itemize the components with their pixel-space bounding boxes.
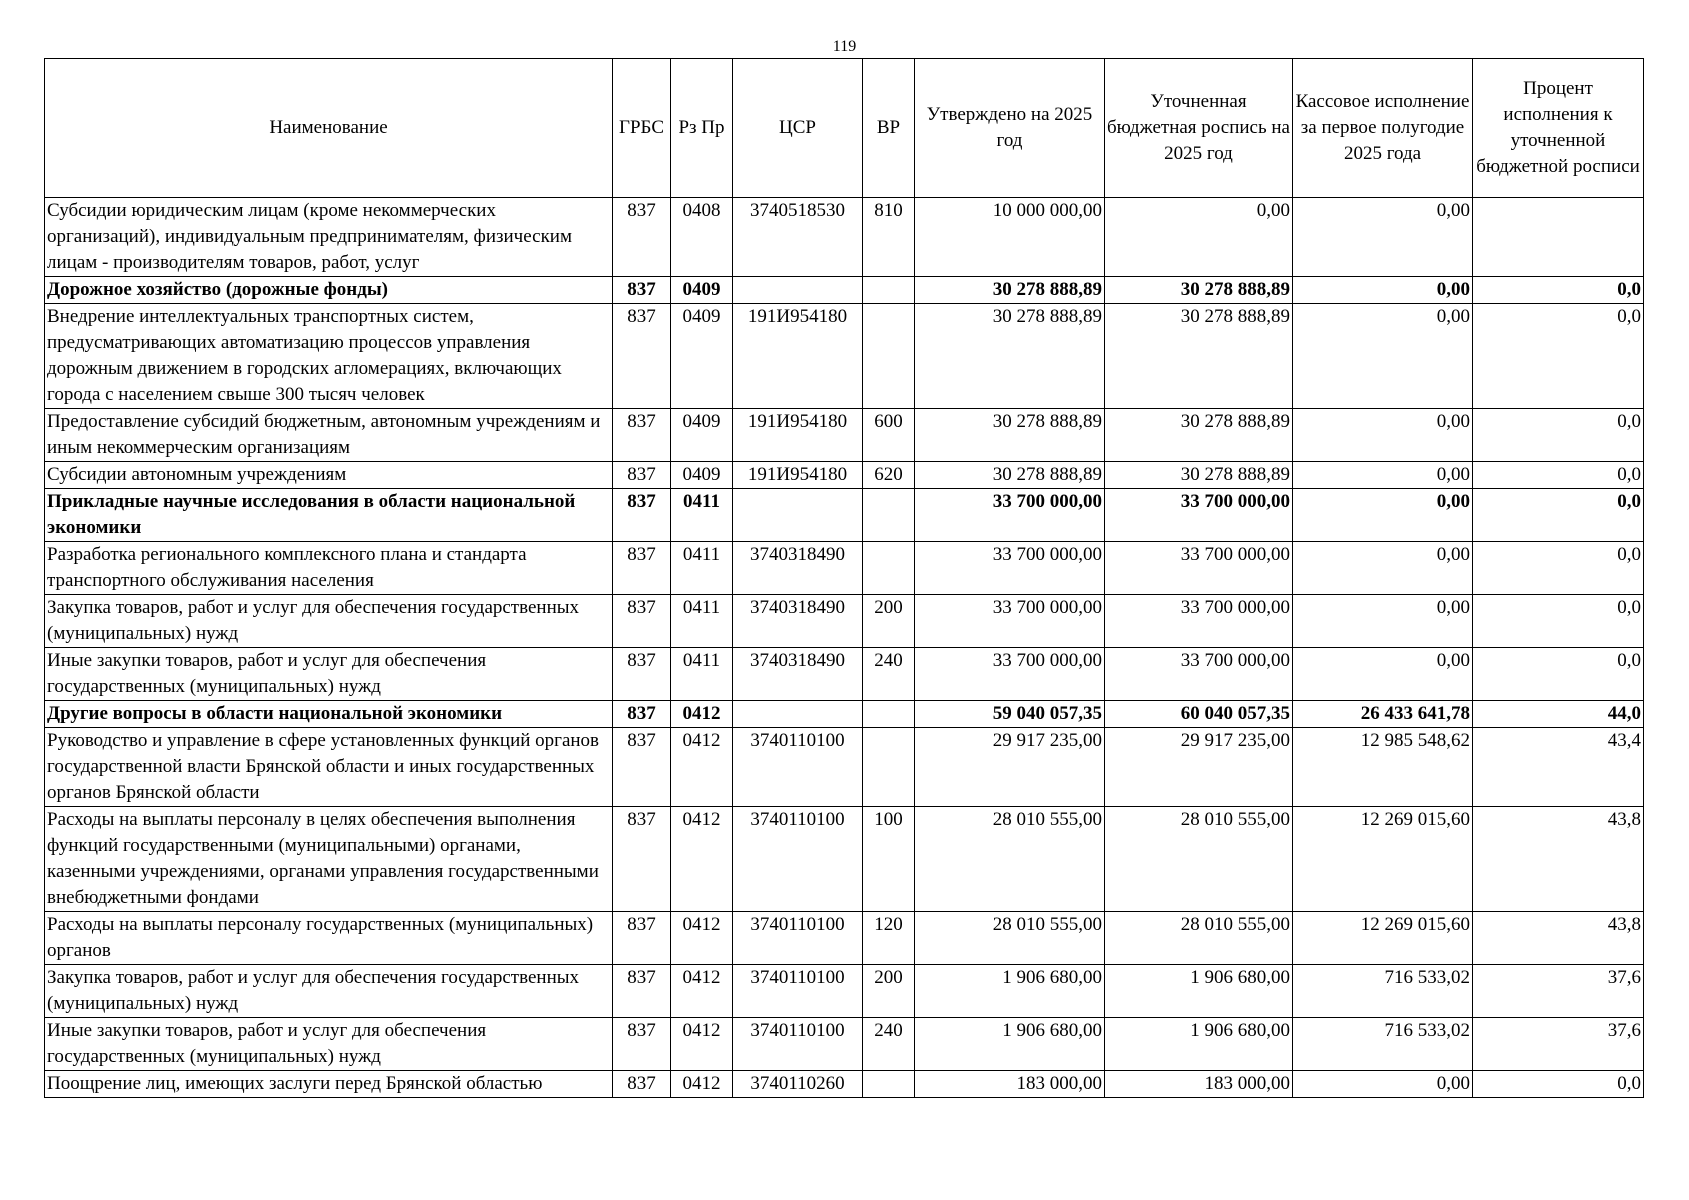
cell-rzpr: 0412 — [671, 701, 733, 728]
cell-cash: 0,00 — [1293, 304, 1473, 409]
column-header-csr: ЦСР — [733, 59, 863, 198]
cell-cash: 0,00 — [1293, 648, 1473, 701]
cell-rzpr: 0411 — [671, 489, 733, 542]
cell-approved: 33 700 000,00 — [915, 542, 1105, 595]
cell-rzpr: 0411 — [671, 648, 733, 701]
cell-vr — [863, 701, 915, 728]
cell-name: Закупка товаров, работ и услуг для обеспечения государственных (муниципальных) нужд — [45, 595, 613, 648]
cell-refined: 1 906 680,00 — [1105, 965, 1293, 1018]
cell-refined: 30 278 888,89 — [1105, 409, 1293, 462]
cell-name: Внедрение интеллектуальных транспортных систем, предусматривающих автоматизацию процессов управления дорожным движением в городских агломерациях, включающих города с населением свыше 300 тысяч человек — [45, 304, 613, 409]
table-row — [45, 648, 1644, 701]
table-row — [45, 304, 1644, 409]
cell-csr: 191И954180 — [733, 462, 863, 489]
cell-cash: 0,00 — [1293, 489, 1473, 542]
cell-grbs: 837 — [613, 1071, 671, 1098]
cell-grbs: 837 — [613, 489, 671, 542]
cell-csr: 3740318490 — [733, 542, 863, 595]
cell-rzpr: 0412 — [671, 1071, 733, 1098]
cell-csr: 3740318490 — [733, 648, 863, 701]
cell-rzpr: 0409 — [671, 409, 733, 462]
cell-name: Поощрение лиц, имеющих заслуги перед Брянской областью — [45, 1071, 613, 1098]
cell-percent: 43,8 — [1473, 912, 1644, 965]
column-header-percent: Процент исполнения к уточненной бюджетной росписи — [1473, 59, 1644, 198]
cell-grbs: 837 — [613, 728, 671, 807]
cell-refined: 30 278 888,89 — [1105, 462, 1293, 489]
cell-grbs: 837 — [613, 304, 671, 409]
cell-rzpr: 0412 — [671, 912, 733, 965]
cell-cash: 12 985 548,62 — [1293, 728, 1473, 807]
cell-name: Руководство и управление в сфере установленных функций органов государственной власти Брянской области и иных государственных органов Брянской области — [45, 728, 613, 807]
cell-percent: 37,6 — [1473, 1018, 1644, 1071]
column-header-cash: Кассовое исполнение за первое полугодие 2025 года — [1293, 59, 1473, 198]
cell-cash: 12 269 015,60 — [1293, 807, 1473, 912]
cell-percent — [1473, 198, 1644, 277]
cell-csr: 3740110100 — [733, 728, 863, 807]
cell-name: Разработка регионального комплексного плана и стандарта транспортного обслуживания населения — [45, 542, 613, 595]
cell-approved: 29 917 235,00 — [915, 728, 1105, 807]
table-row — [45, 595, 1644, 648]
cell-name: Субсидии юридическим лицам (кроме некоммерческих организаций), индивидуальным предпринимателям, физическим лицам - производителям товаров, работ, услуг — [45, 198, 613, 277]
cell-rzpr: 0409 — [671, 304, 733, 409]
cell-name: Субсидии автономным учреждениям — [45, 462, 613, 489]
cell-approved: 28 010 555,00 — [915, 807, 1105, 912]
cell-refined: 183 000,00 — [1105, 1071, 1293, 1098]
cell-csr: 3740110260 — [733, 1071, 863, 1098]
table-row — [45, 462, 1644, 489]
column-header-approved: Утверждено на 2025 год — [915, 59, 1105, 198]
cell-csr: 3740518530 — [733, 198, 863, 277]
table-row — [45, 542, 1644, 595]
table-row — [45, 701, 1644, 728]
cell-vr — [863, 489, 915, 542]
page-number: 119 — [832, 38, 857, 55]
budget-table — [44, 58, 1644, 1098]
cell-grbs: 837 — [613, 912, 671, 965]
cell-refined: 28 010 555,00 — [1105, 807, 1293, 912]
table-header-row — [45, 59, 1644, 198]
cell-rzpr: 0412 — [671, 965, 733, 1018]
cell-rzpr: 0411 — [671, 542, 733, 595]
table-row — [45, 409, 1644, 462]
table-row — [45, 1018, 1644, 1071]
cell-name: Дорожное хозяйство (дорожные фонды) — [45, 277, 613, 304]
cell-grbs: 837 — [613, 1018, 671, 1071]
cell-grbs: 837 — [613, 807, 671, 912]
cell-rzpr: 0412 — [671, 807, 733, 912]
cell-csr: 191И954180 — [733, 304, 863, 409]
cell-csr: 3740318490 — [733, 595, 863, 648]
cell-grbs: 837 — [613, 542, 671, 595]
cell-vr — [863, 277, 915, 304]
cell-percent: 0,0 — [1473, 542, 1644, 595]
cell-rzpr: 0408 — [671, 198, 733, 277]
column-header-refined: Уточненная бюджетная роспись на 2025 год — [1105, 59, 1293, 198]
cell-approved: 30 278 888,89 — [915, 277, 1105, 304]
cell-csr: 3740110100 — [733, 1018, 863, 1071]
cell-percent: 43,8 — [1473, 807, 1644, 912]
cell-grbs: 837 — [613, 965, 671, 1018]
cell-name: Другие вопросы в области национальной экономики — [45, 701, 613, 728]
cell-grbs: 837 — [613, 462, 671, 489]
cell-refined: 33 700 000,00 — [1105, 595, 1293, 648]
table-row — [45, 807, 1644, 912]
cell-vr — [863, 1071, 915, 1098]
column-header-grbs: ГРБС — [613, 59, 671, 198]
cell-grbs: 837 — [613, 595, 671, 648]
cell-refined: 33 700 000,00 — [1105, 542, 1293, 595]
cell-grbs: 837 — [613, 409, 671, 462]
column-header-vr: ВР — [863, 59, 915, 198]
cell-percent: 0,0 — [1473, 304, 1644, 409]
cell-refined: 33 700 000,00 — [1105, 489, 1293, 542]
cell-approved: 59 040 057,35 — [915, 701, 1105, 728]
cell-cash: 0,00 — [1293, 542, 1473, 595]
cell-cash: 0,00 — [1293, 462, 1473, 489]
cell-refined: 29 917 235,00 — [1105, 728, 1293, 807]
cell-approved: 33 700 000,00 — [915, 489, 1105, 542]
table-body — [45, 198, 1644, 1098]
cell-vr: 120 — [863, 912, 915, 965]
cell-refined: 30 278 888,89 — [1105, 304, 1293, 409]
cell-vr — [863, 542, 915, 595]
cell-refined: 28 010 555,00 — [1105, 912, 1293, 965]
cell-csr: 3740110100 — [733, 912, 863, 965]
cell-grbs: 837 — [613, 701, 671, 728]
cell-vr: 240 — [863, 648, 915, 701]
cell-cash: 0,00 — [1293, 595, 1473, 648]
cell-cash: 716 533,02 — [1293, 965, 1473, 1018]
cell-percent: 0,0 — [1473, 277, 1644, 304]
cell-rzpr: 0412 — [671, 728, 733, 807]
cell-rzpr: 0411 — [671, 595, 733, 648]
cell-cash: 26 433 641,78 — [1293, 701, 1473, 728]
cell-approved: 30 278 888,89 — [915, 462, 1105, 489]
cell-name: Расходы на выплаты персоналу в целях обеспечения выполнения функций государственными (муниципальными) органами, казенными учреждениями, органами управления государственными внебюджетными фондами — [45, 807, 613, 912]
cell-rzpr: 0409 — [671, 462, 733, 489]
table-row — [45, 728, 1644, 807]
column-header-name: Наименование — [45, 59, 613, 198]
cell-vr — [863, 728, 915, 807]
cell-cash: 0,00 — [1293, 1071, 1473, 1098]
cell-grbs: 837 — [613, 648, 671, 701]
cell-percent: 0,0 — [1473, 1071, 1644, 1098]
column-header-rzpr: Рз Пр — [671, 59, 733, 198]
cell-vr: 620 — [863, 462, 915, 489]
cell-vr: 240 — [863, 1018, 915, 1071]
cell-approved: 30 278 888,89 — [915, 304, 1105, 409]
cell-cash: 0,00 — [1293, 409, 1473, 462]
table-row — [45, 912, 1644, 965]
cell-percent: 0,0 — [1473, 462, 1644, 489]
cell-refined: 1 906 680,00 — [1105, 1018, 1293, 1071]
cell-approved: 30 278 888,89 — [915, 409, 1105, 462]
cell-approved: 10 000 000,00 — [915, 198, 1105, 277]
cell-rzpr: 0409 — [671, 277, 733, 304]
cell-csr — [733, 277, 863, 304]
cell-percent: 0,0 — [1473, 489, 1644, 542]
cell-name: Иные закупки товаров, работ и услуг для обеспечения государственных (муниципальных) нужд — [45, 648, 613, 701]
cell-name: Предоставление субсидий бюджетным, автономным учреждениям и иным некоммерческим организациям — [45, 409, 613, 462]
cell-percent: 0,0 — [1473, 595, 1644, 648]
cell-vr: 200 — [863, 965, 915, 1018]
cell-percent: 43,4 — [1473, 728, 1644, 807]
cell-vr — [863, 304, 915, 409]
cell-approved: 1 906 680,00 — [915, 965, 1105, 1018]
table-row — [45, 277, 1644, 304]
cell-grbs: 837 — [613, 277, 671, 304]
cell-refined: 33 700 000,00 — [1105, 648, 1293, 701]
cell-name: Расходы на выплаты персоналу государственных (муниципальных) органов — [45, 912, 613, 965]
cell-name: Закупка товаров, работ и услуг для обеспечения государственных (муниципальных) нужд — [45, 965, 613, 1018]
cell-csr: 3740110100 — [733, 807, 863, 912]
cell-percent: 0,0 — [1473, 648, 1644, 701]
cell-percent: 37,6 — [1473, 965, 1644, 1018]
cell-percent: 44,0 — [1473, 701, 1644, 728]
cell-vr: 200 — [863, 595, 915, 648]
cell-refined: 0,00 — [1105, 198, 1293, 277]
cell-cash: 716 533,02 — [1293, 1018, 1473, 1071]
cell-approved: 28 010 555,00 — [915, 912, 1105, 965]
cell-approved: 183 000,00 — [915, 1071, 1105, 1098]
cell-vr: 600 — [863, 409, 915, 462]
cell-refined: 30 278 888,89 — [1105, 277, 1293, 304]
cell-percent: 0,0 — [1473, 409, 1644, 462]
table-row — [45, 489, 1644, 542]
cell-csr — [733, 489, 863, 542]
cell-cash: 12 269 015,60 — [1293, 912, 1473, 965]
cell-cash: 0,00 — [1293, 198, 1473, 277]
cell-csr — [733, 701, 863, 728]
cell-approved: 33 700 000,00 — [915, 648, 1105, 701]
cell-vr: 810 — [863, 198, 915, 277]
table-row — [45, 198, 1644, 277]
cell-refined: 60 040 057,35 — [1105, 701, 1293, 728]
cell-approved: 33 700 000,00 — [915, 595, 1105, 648]
cell-csr: 191И954180 — [733, 409, 863, 462]
table-row — [45, 965, 1644, 1018]
cell-csr: 3740110100 — [733, 965, 863, 1018]
cell-name: Прикладные научные исследования в области национальной экономики — [45, 489, 613, 542]
cell-rzpr: 0412 — [671, 1018, 733, 1071]
table-row — [45, 1071, 1644, 1098]
cell-name: Иные закупки товаров, работ и услуг для обеспечения государственных (муниципальных) нужд — [45, 1018, 613, 1071]
cell-cash: 0,00 — [1293, 277, 1473, 304]
cell-grbs: 837 — [613, 198, 671, 277]
cell-vr: 100 — [863, 807, 915, 912]
cell-approved: 1 906 680,00 — [915, 1018, 1105, 1071]
